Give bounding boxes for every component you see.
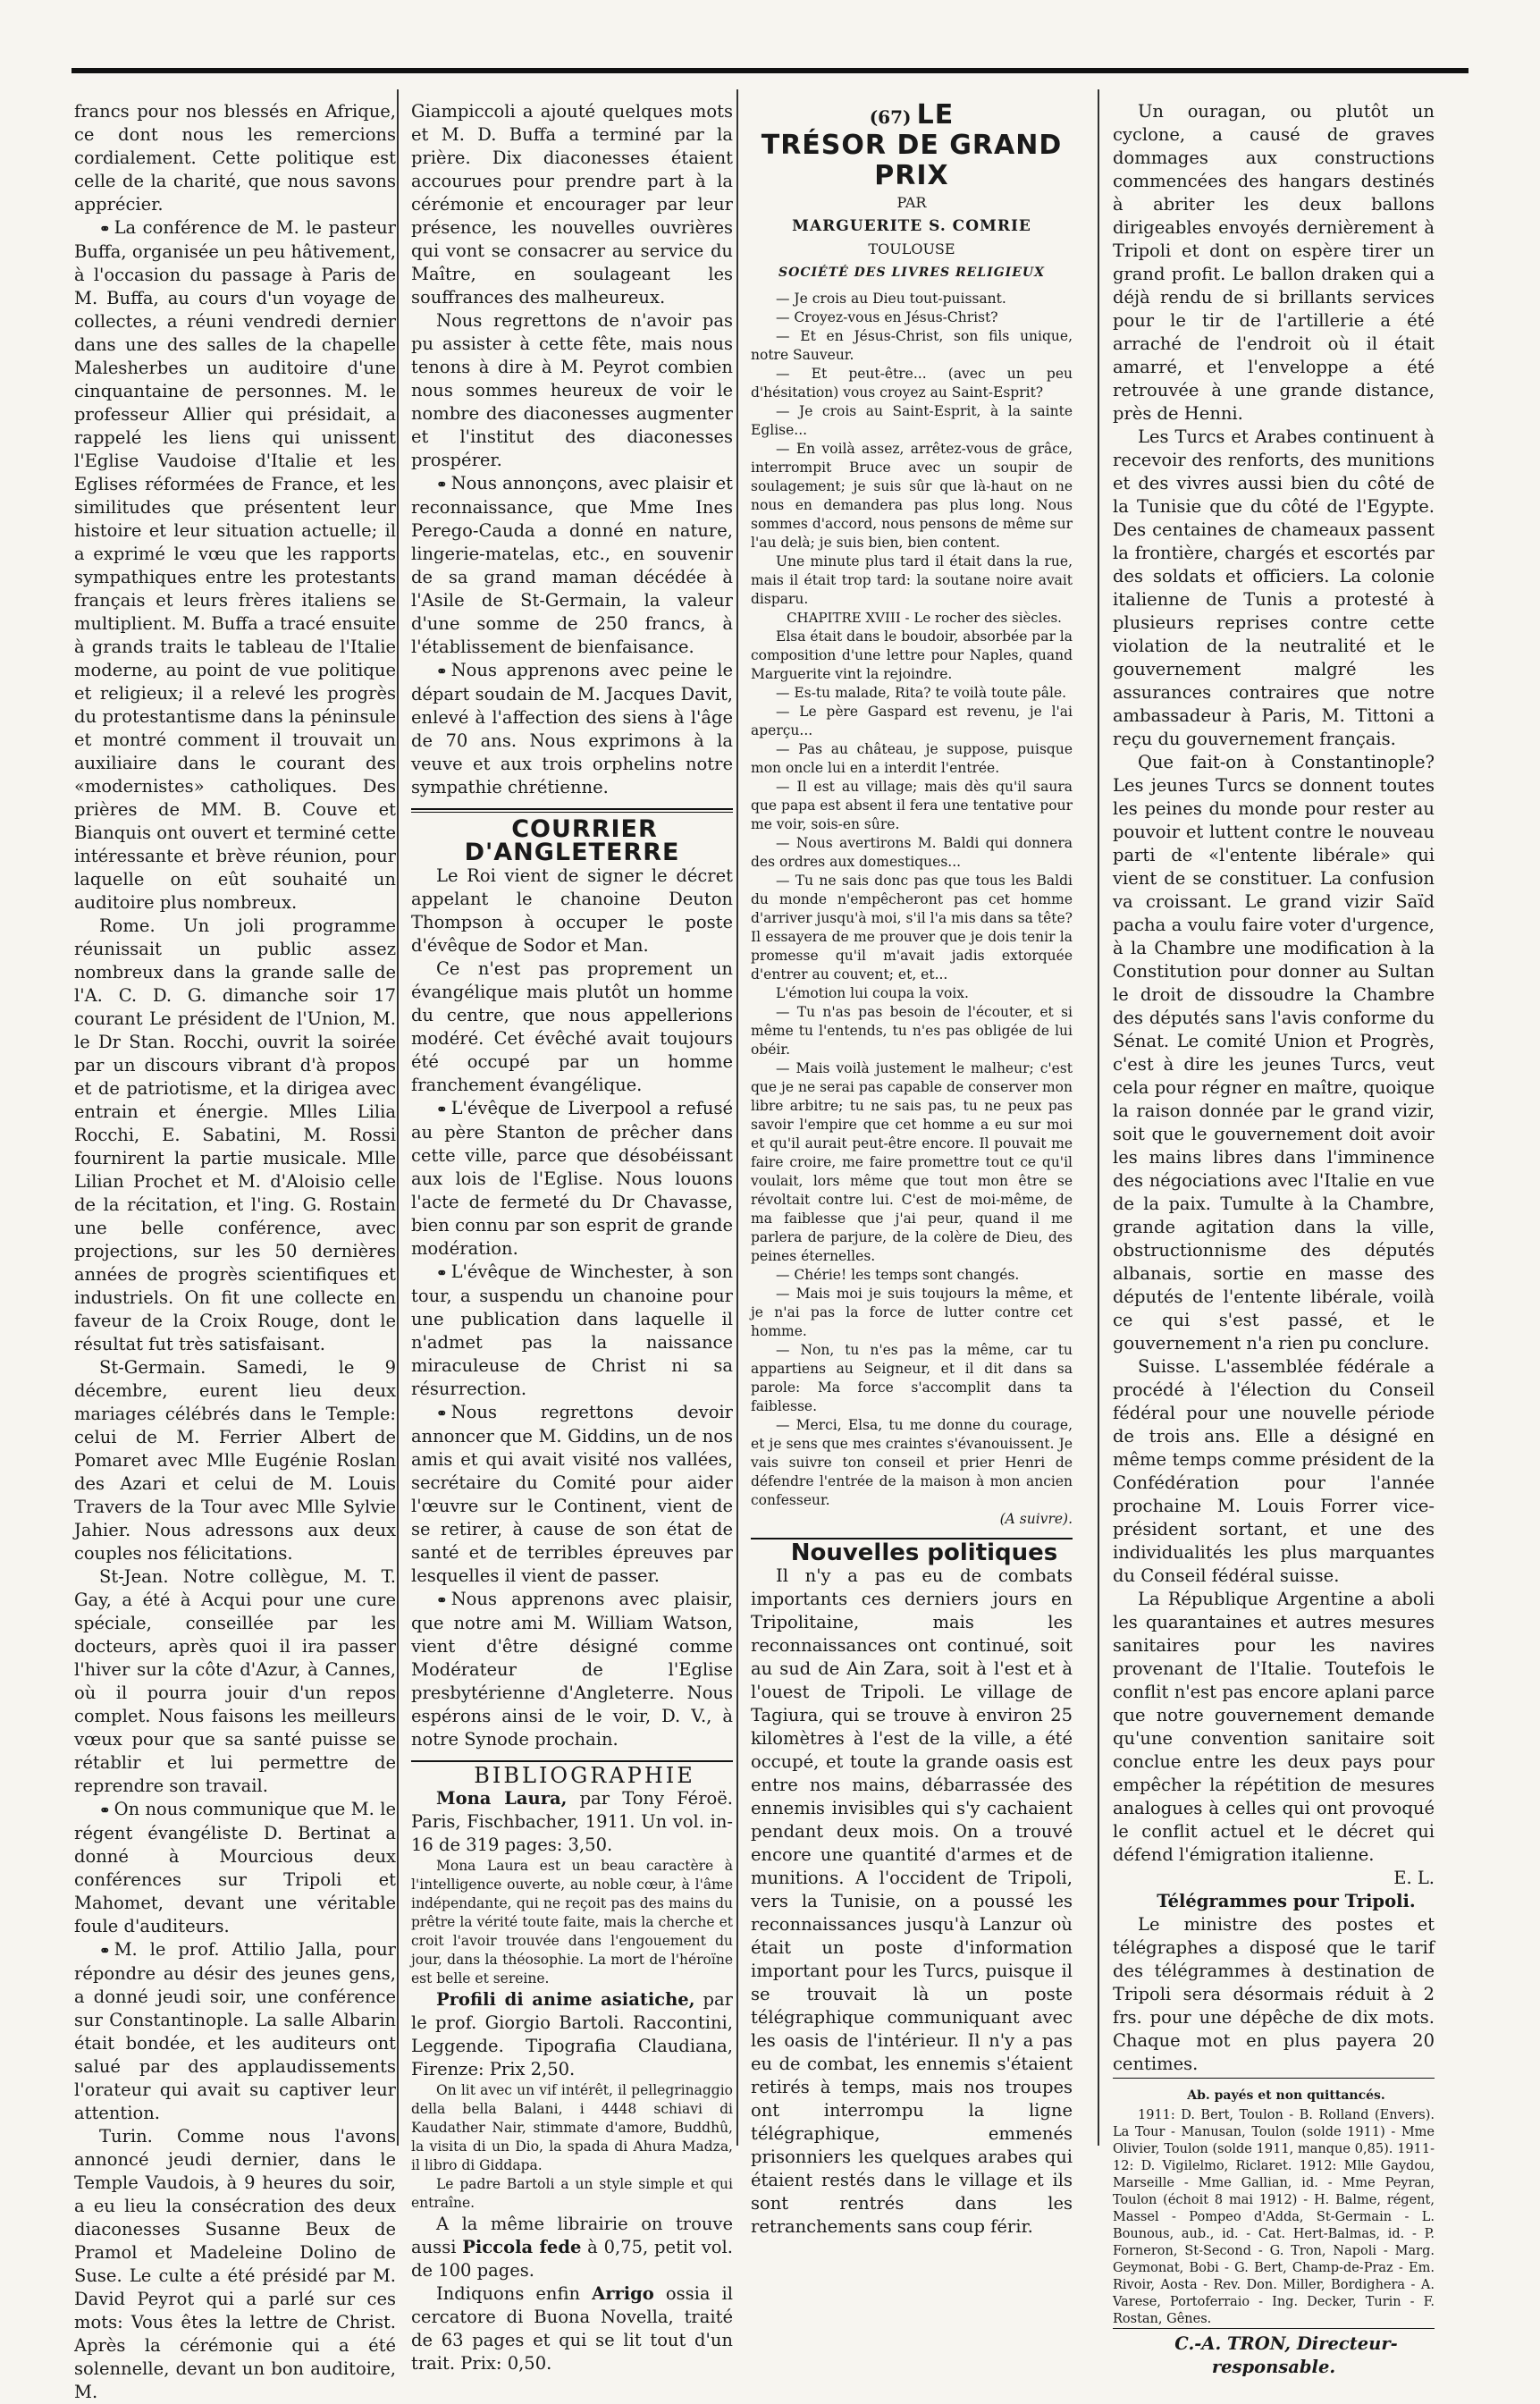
telegram-title: Télégrammes pour Tripoli. xyxy=(1157,1891,1416,1911)
section-mark-icon: ⚭ xyxy=(436,1405,448,1421)
paragraph: — Je crois au Dieu tout-puissant. xyxy=(776,291,1006,307)
column-4 xyxy=(1113,100,1435,2379)
book-entry: Mona Laura, par Tony Féroë. Paris, Fischbacher, 1911. Un vol. in-16 de 319 pages: 3,50. xyxy=(411,1788,733,1855)
signature: E. L. xyxy=(1393,1868,1435,1888)
nouvelles-politiques-title: Nouvelles politiques xyxy=(790,1539,1058,1566)
paragraph: ⚭ Nous apprenons avec plaisir, que notre ami M. William Watson, vient d'être désigné comme Modérateur de l'Eglise presbytérienne d'Angleterre. Nous espérons ainsi de le voir, D. V., à notre Synode prochain. xyxy=(411,1589,733,1750)
paragraph: St-Jean. Notre collègue, M. T. Gay, a été à Acqui pour une cure spéciale, conseillée par les docteurs, après quoi il ira passer l'hiver sur la côte d'Azur, à Cannes, où il pourra jouir d'un repos complet. Nous faisons les meilleurs vœux pour que sa santé puisse se rétablir et lui permettre de reprendre son travail. xyxy=(74,1566,396,1796)
a-suivre: (A suivre). xyxy=(999,1511,1073,1527)
book-review: Le padre Bartoli a un style simple et qui entraîne. xyxy=(411,2176,733,2211)
book-review: Mona Laura est un beau caractère à l'intelligence ouverte, au noble cœur, à l'âme indépendante, qui ne reçoit pas des mains du prêtre la vérité toute faite, mais la cherche et croit l'avoir trouvée dans l'engouement du jour, dans la théosophie. La mort de l'héroïne est belle et sereine. xyxy=(411,1858,733,1986)
paragraph: ⚭ On nous communique que M. le régent évangéliste D. Bertinat a donné à Mourcious deux conférences sur Tripoli et Mahomet, devant une véritable foule d'auditeurs. xyxy=(74,1799,396,1936)
book-review: On lit avec un vif intérêt, il pellegrinaggio della bella Balani, i 4448 schiavi di Kaudather Nair, stimmate d'amore, Buddhû, la visita di un Dio, la spada di Ahura Madza, il libro di Giddapa. xyxy=(411,2082,733,2173)
paragraph: — Tu ne sais donc pas que tous les Baldi du monde n'empêcheront pas cet homme d'arriver jusqu'à moi, s'il l'a mis dans sa tête? Il essayera de me prouver que je dois tenir la promesse qu'il m'avait jadis extorquée d'entrer au couvent; et, et... xyxy=(751,873,1073,983)
paragraph: — Croyez-vous en Jésus-Christ? xyxy=(776,309,998,325)
paragraph: — En voilà assez, arrêtez-vous de grâce, interrompit Bruce avec un soupir de soulagement; je suis sûr que là-haut on ne nous en demandera pas plus long. Nous sommes d'accord, nous pensons de même sur l'au delà; je suis bien, bien content. xyxy=(751,441,1073,551)
paragraph: ⚭ Nous apprenons avec peine le départ soudain de M. Jacques Davit, enlevé à l'affection des siens à l'âge de 70 ans. Nous exprimons à la veuve et aux trois orphelins notre sympathie chrétienne. xyxy=(411,660,733,797)
feuilleton-society: SOCIÉTÉ DES LIVRES RELIGIEUX xyxy=(778,266,1045,280)
paid-subscriptions-list: 1911: D. Bert, Toulon - B. Rolland (Envers). La Tour - Manusan, Toulon (solde 1911) - Mme Olivier, Toulon (solde 1911, manque 0,85). 1911-12: D. Vigilelmo, Riclaret. 1912: Mlle Gaydou, Marseille - Mme Gallian, id. - Mme Peyran, Toulon (échoit 8 mai 1912) - H. Balme, régent, Massel - Pompeo d'Adda, St-Germain - L. Bounous, aub., id. - Cat. Hert-Balmas, id. - P. Forneron, St-Second - G. Tron, Napoli - Marg. Geymonat, Bobi - G. Bert, Champ-de-Praz - Em. Rivoir, Aosta - Rev. Don. Miller, Bordighera - A. Varese, Portoferraio - Ing. Decker, Turin - F. Rostan, Gênes. xyxy=(1113,2108,1435,2326)
paragraph: Ce n'est pas proprement un évangélique mais plutôt un homme du centre, que nous appellerions modéré. Cet évêché avait toujours été occupé par un homme franchement évangélique. xyxy=(411,958,733,1095)
column-separator xyxy=(1098,89,1099,2146)
paragraph: — Es-tu malade, Rita? te voilà toute pâle. xyxy=(776,685,1067,701)
paragraph: L'émotion lui coupa la voix. xyxy=(776,985,969,1001)
paragraph: ⚭ La conférence de M. le pasteur Buffa, organisée un peu hâtivement, à l'occasion du passage à Paris de M. Buffa, au cours d'un voyage de collectes, a réuni vendredi dernier dans une des salles de la chapelle Malesherbes un auditoire d'une cinquantaine de personnes. M. le professeur Allier qui présidait, a rappelé les liens qui unissent l'Eglise Vaudoise d'Italie et les Eglises réformées de France, et les similitudes que présentent leur histoire et leur situation actuelle; il a exprimé le vœu que les rapports sympathiques entre les protestants français et leurs frères italiens se multiplient. M. Buffa a tracé ensuite à grands traits le tableau de l'Italie moderne, au point de vue politique et religieux; il a relevé les progrès du protestantisme dans la péninsule et montré comment il trouvait un auxiliaire dans le courant des «modernistes» catholiques. Des prières de MM. B. Couve et Bianquis ont ouvert et terminé cette intéressante et brève réunion, pour laquelle on eût souhaité un auditoire plus nombreux. xyxy=(74,217,396,913)
section-rule xyxy=(411,1760,733,1762)
paragraph: — Mais moi je suis toujours la même, et je n'ai pas la force de lutter contre cet homme. xyxy=(751,1286,1073,1339)
book-entry: Profili di anime asiatiche, par le prof. Giorgio Bartoli. Raccontini, Leggende. Tipografia Claudiana, Firenze: Prix 2,50. xyxy=(411,1989,733,2079)
book-entry: Indiquons enfin Arrigo ossia il cercatore di Buona Novella, traité de 63 pages et qui se lit tout d'un trait. Prix: 0,50. xyxy=(411,2283,733,2374)
paragraph: — Non, tu n'es pas la même, car tu appartiens au Seigneur, et il dit dans sa parole: Ma force s'accomplit dans ta faiblesse. xyxy=(751,1342,1073,1414)
paragraph: Turin. Comme nous l'avons annoncé jeudi dernier, dans le Temple Vaudois, à 9 heures du soir, a eu lieu la consécration des deux diaconesses Susanne Beux de Pramol et Madeleine Dolino de Suse. Le culte a été présidé par M. David Peyrot qui a parlé sur ces mots: Vous êtes la lettre de Christ. Après la cérémonie qui a été solennelle, devant un bon auditoire, M. xyxy=(74,2126,396,2402)
paragraph: francs pour nos blessés en Afrique, ce dont nous les remercions cordialement. Cette politique est celle de la charité, que nous savons apprécier. xyxy=(74,101,396,215)
feuilleton-text xyxy=(751,290,1073,1529)
paragraph: La République Argentine a aboli les quarantaines et autres mesures sanitaires pour les navires provenant de l'Italie. Toutefois le conflit n'est pas encore aplani parce que notre gouvernement demande qu'une convention sanitaire soit conclue entre les deux pays pour empêcher la répétition de mesures analogues à celles qui ont provoqué le conflit actuel et le décret qui défend l'émigration italienne. xyxy=(1113,1589,1435,1865)
bibliographie-title: BIBLIOGRAPHIE xyxy=(474,1763,695,1788)
section-mark-icon: ⚭ xyxy=(99,1943,111,1959)
column-separator xyxy=(736,89,738,2146)
paragraph: Rome. Un joli programme réunissait un public assez nombreux dans la grande salle de l'A. C. D. G. dimanche soir 17 courant Le président de l'Union, M. le Dr Stan. Rocchi, ouvrit la soirée par un discours vibrant d'à propos et de patriotisme, et la dirigea avec entrain et énergie. Mlles Lilia Rocchi, E. Sabatini, M. Rossi fournirent la partie musicale. Mlle Lilian Prochet et M. d'Aloisio celle de la récitation, et l'ing. G. Rostain une belle conférence, avec projections, sur les 50 dernières années de progrès scientifiques et industriels. On fit une collecte en faveur de la Croix Rouge, dont le résultat fut très satisfaisant. xyxy=(74,915,396,1354)
feuilleton-title: TRÉSOR DE GRAND PRIX xyxy=(761,130,1063,191)
column-3 xyxy=(751,100,1073,2239)
paragraph: Elsa était dans le boudoir, absorbée par la composition d'une lettre pour Naples, quand Marguerite vint la rejoindre. xyxy=(751,628,1073,682)
section-rule xyxy=(1113,2078,1435,2079)
paragraph: ⚭ L'évêque de Winchester, à son tour, a suspendu un chanoine pour une publication dans laquelle il n'admet pas la naissance miraculeuse de Christ ni sa résurrection. xyxy=(411,1261,733,1399)
paragraph: Le Roi vient de signer le décret appelant le chanoine Deuton Thompson à occuper le poste d'évêque de Sodor et Man. xyxy=(411,865,733,956)
paragraph: Suisse. L'assemblée fédérale a procédé à l'élection du Conseil fédéral pour une nouvelle période de trois ans. Elle a désigné en même temps comme président de la Confédération pour l'année prochaine M. Louis Forrer vice-président sortant, et une des individualités les plus marquantes du Conseil fédéral suisse. xyxy=(1113,1356,1435,1586)
paragraph: — Merci, Elsa, tu me donne du courage, et je sens que mes craintes s'évanouissent. Je vais suivre ton conseil et prier Henri de défendre l'entrée de la maison à mon ancien confesseur. xyxy=(751,1417,1073,1508)
paragraph: — Et peut-être... (avec un peu d'hésitation) vous croyez au Saint-Esprit? xyxy=(751,366,1073,401)
section-rule xyxy=(411,808,733,810)
feuilleton-par: PAR xyxy=(896,194,927,211)
paragraph: Le ministre des postes et télégraphes a disposé que le tarif des télégrammes à destination de Tripoli sera désormais réduit à 2 frs. pour une dépêche de dix mots. Chaque mot en plus payera 20 centimes. xyxy=(1113,1914,1435,2074)
feuilleton-header xyxy=(751,100,1073,284)
column-2 xyxy=(411,100,733,2375)
paragraph: — Tu n'as pas besoin de l'écouter, et si même tu l'entends, tu n'es pas obligée de lui obéir. xyxy=(751,1004,1073,1058)
section-mark-icon: ⚭ xyxy=(436,1101,448,1118)
chapter-heading: CHAPITRE XVIII - Le rocher des siècles. xyxy=(787,610,1062,626)
paragraph: Giampiccoli a ajouté quelques mots et M. D. Buffa a terminé par la prière. Dix diaconesses étaient accourues pour prendre part à la cérémonie et encourager par leur présence, les nouvelles ouvrières qui vont se consacrer au service du Maître, en soulageant les souffrances des malheureux. xyxy=(411,101,733,308)
section-mark-icon: ⚭ xyxy=(436,1265,448,1281)
paid-subscriptions-title: Ab. payés et non quittancés. xyxy=(1187,2088,1385,2103)
paragraph: — Le père Gaspard est revenu, je l'ai aperçu... xyxy=(751,704,1073,738)
top-rule xyxy=(72,68,1468,73)
paragraph: Une minute plus tard il était dans la rue, mais il était trop tard: la soutane noire avait disparu. xyxy=(751,553,1073,607)
paragraph: ⚭ Nous regrettons devoir annoncer que M. Giddins, un de nos amis et qui avait visité nos vallées, secrétaire du Comité pour aider l'œuvre sur le Continent, vient de se retirer, à cause de son état de santé et de terribles épreuves par lesquelles il vient de passer. xyxy=(411,1402,733,1586)
section-mark-icon: ⚭ xyxy=(436,663,448,679)
section-mark-icon: ⚭ xyxy=(436,477,448,493)
paragraph: ⚭ L'évêque de Liverpool a refusé au père Stanton de prêcher dans cette ville, parce que désobéissant aux lois de l'Eglise. Nous louons l'acte de fermeté du Dr Chavasse, bien connu par son esprit de grande modération. xyxy=(411,1098,733,1259)
section-mark-icon: ⚭ xyxy=(436,1592,448,1608)
section-mark-icon: ⚭ xyxy=(99,1802,111,1818)
section-mark-icon: ⚭ xyxy=(99,221,111,237)
courrier-title: COURRIER D'ANGLETERRE xyxy=(464,815,680,866)
paragraph: St-Germain. Samedi, le 9 décembre, eurent lieu deux mariages célébrés dans le Temple: celui de M. Ferrier Albert de Pomaret avec Mlle Eugénie Roslan des Azari et celui de M. Louis Travers de la Tour avec Mlle Sylvie Jahier. Nous adressons aux deux couples nos félicitations. xyxy=(74,1357,396,1564)
paragraph: — Je crois au Saint-Esprit, à la sainte Eglise... xyxy=(751,403,1073,438)
paragraph: Que fait-on à Constantinople? Les jeunes Turcs se donnent toutes les peines du monde pour rester au pouvoir et luttent contre le nouveau parti de «l'entente libérale» qui vient de se constituer. La confusion va croissant. Le grand vizir Saïd pacha a voulu faire voter d'urgence, à la Chambre une modification à la Constitution pour donner au Sultan le droit de dissoudre la Chambre des députés sans l'avis conforme du Sénat. Le comité Union et Progrès, c'est à dire les jeunes Turcs, veut cela pour régner en maître, quoique la raison donnée par le grand vizir, soit que le gouvernement doit avoir les mains libres dans l'imminence des négociations avec l'Italie en vue de la paix. Tumulte à la Chambre, grande agitation dans la ville, obstructionnisme des députés albanais, sortie en masse des députés de l'entente libérale, voilà ce qui s'est passé, et le gouvernement n'a rien pu conclure. xyxy=(1113,752,1435,1354)
book-entry: A la même librairie on trouve aussi Piccola fede à 0,75, petit vol. de 100 pages. xyxy=(411,2214,733,2281)
paragraph: Il n'y a pas eu de combats importants ces derniers jours en Tripolitaine, mais les reconnaissances ont continué, soit au sud de Ain Zara, soit à l'est et à l'ouest de Tripoli. Le village de Tagiura, qui se trouve à environ 25 kilomètres à l'est de la ville, a été occupé, et toute la grande oasis est entre nos mains, débarrassée des ennemis invisibles qui s'y cachaient pendant deux mois. On a trouvé encore une quantité d'armes et de munitions. A l'occident de Tripoli, vers la Tunisie, on a poussé les reconnaissances jusqu'à Lanzur où était un poste d'information important pour les Turcs, puisque il se trouvait là un poste télégraphique communiquant avec les oasis de l'intérieur. Il n'y a pas eu de combat, les ennemis s'étaient retirés à temps, mais nos troupes ont interrompu la ligne télégraphique, emmenés prisonniers les quelques arabes qui étaient restés dans le village et ils sont rentrés dans les retranchements sans coup férir. xyxy=(751,1565,1073,2237)
paragraph: ⚭ M. le prof. Attilio Jalla, pour répondre au désir des jeunes gens, a donné jeudi soir, une conférence sur Constantinople. La salle Albarin était bondée, et les auditeurs ont salué par des applaudissements l'orateur qui avait su captiver leur attention. xyxy=(74,1939,396,2123)
paragraph: — Il est au village; mais dès qu'il saura que papa est absent il fera une tentative pour me voir, sois-en sûre. xyxy=(751,779,1073,832)
feuilleton-author: MARGUERITE S. COMRIE xyxy=(792,217,1031,235)
feuilleton-number-line: (67) LE xyxy=(869,99,955,131)
section-rule xyxy=(411,812,733,813)
paragraph: Nous regrettons de n'avoir pas pu assister à cette fête, mais nous tenons à dire à M. Peyrot combien nous sommes heureux de voir le nombre des diaconesses augmenter et l'institut des diaconesses prospérer. xyxy=(411,310,733,470)
column-separator xyxy=(397,89,399,2146)
paragraph: — Nous avertirons M. Baldi qui donnera des ordres aux domestiques... xyxy=(751,835,1073,870)
paragraph: Les Turcs et Arabes continuent à recevoir des renforts, des munitions et des vivres aussi bien du côté de la Tunisie que du côté de l'Egypte. Des centaines de chameaux passent la frontière, chargés et escortés par des soldats et officiers. La colonie italienne de Tunis a protesté à plusieurs reprises contre cette violation de la neutralité et le gouvernement malgré les assurances contraires que notre ambassadeur à Paris, M. Tittoni a reçu du gouvernement français. xyxy=(1113,426,1435,749)
paragraph: — Chérie! les temps sont changés. xyxy=(776,1267,1020,1283)
feuilleton-city: TOULOUSE xyxy=(868,240,955,257)
paragraph: — Mais voilà justement le malheur; c'est que je ne serai pas capable de conserver mon libre arbitre; tu ne sais pas, tu ne peux pas savoir l'empire que cet homme a eu sur moi et qu'il aurait peut-être encore. Il pouvait me faire croire, me faire promettre tout ce qu'il voulait, lors même que tout mon être se révoltait contre lui. C'est de moi-même, de ma faiblesse que j'ai peur, quand il me parlera de parjure, de la colère de Dieu, des peines éternelles. xyxy=(751,1060,1073,1264)
editor-footer: C.-A. TRON, Directeur-responsable. xyxy=(1113,2328,1435,2379)
paragraph: ⚭ Nous annonçons, avec plaisir et reconnaissance, que Mme Ines Perego-Cauda a donné en nature, lingerie-matelas, etc., en souvenir de sa grand maman décédée à l'Asile de St-Germain, la valeur d'une somme de 250 francs, à l'établissement de bienfaisance. xyxy=(411,473,733,657)
paragraph: Un ouragan, ou plutôt un cyclone, a causé de graves dommages aux constructions commencées des hangars destinés à abriter les deux ballons dirigeables envoyés dernièrement à Tripoli et dont on espère tirer un grand profit. Le ballon draken qui a déjà rendu de si brillants services pour le tir de l'artillerie a été arraché de l'endroit où il était amarré, et l'enveloppe a été retrouvée à une grande distance, près de Henni. xyxy=(1113,101,1435,424)
paragraph: — Pas au château, je suppose, puisque mon oncle lui en a interdit l'entrée. xyxy=(751,741,1073,776)
paragraph: — Et en Jésus-Christ, son fils unique, notre Sauveur. xyxy=(751,328,1073,363)
column-1 xyxy=(74,100,396,2404)
